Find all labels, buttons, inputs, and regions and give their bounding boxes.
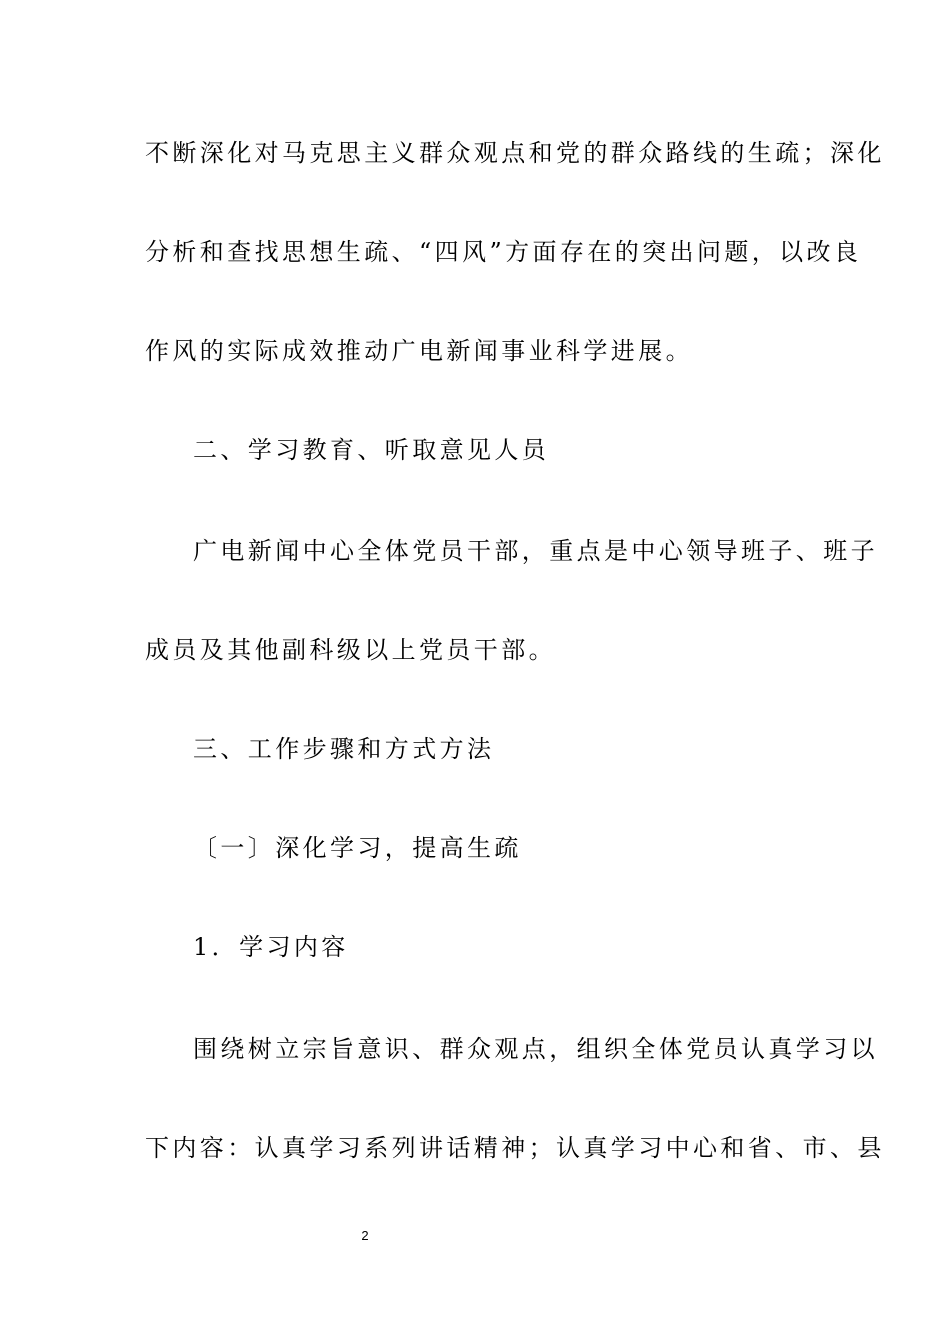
subsection-heading-1: 〔一〕深化学习，提高生疏: [193, 834, 522, 862]
paragraph-line-2: 分析和查找思想生疏、“四风”方面存在的突出问题，以改良: [145, 238, 862, 266]
paragraph-line-5: 广电新闻中心全体党员干部，重点是中心领导班子、班子: [193, 537, 878, 565]
paragraph-line-11: 下内容：认真学习系列讲话精神；认真学习中心和省、市、县: [145, 1134, 885, 1162]
paragraph-line-6: 成员及其他副科级以上党员干部。: [145, 636, 556, 664]
paragraph-line-1: 不断深化对马克思主义群众观点和党的群众路线的生疏；深化: [145, 139, 885, 167]
page-number: 2: [361, 1228, 369, 1243]
paragraph-line-3: 作风的实际成效推动广电新闻事业科学进展。: [145, 337, 693, 365]
numbered-heading-1: 1．学习内容: [193, 933, 349, 961]
paragraph-line-10: 围绕树立宗旨意识、群众观点，组织全体党员认真学习以: [193, 1035, 878, 1063]
section-heading-3: 三、工作步骤和方式方法: [193, 735, 495, 763]
section-heading-2: 二、学习教育、听取意见人员: [193, 436, 550, 464]
